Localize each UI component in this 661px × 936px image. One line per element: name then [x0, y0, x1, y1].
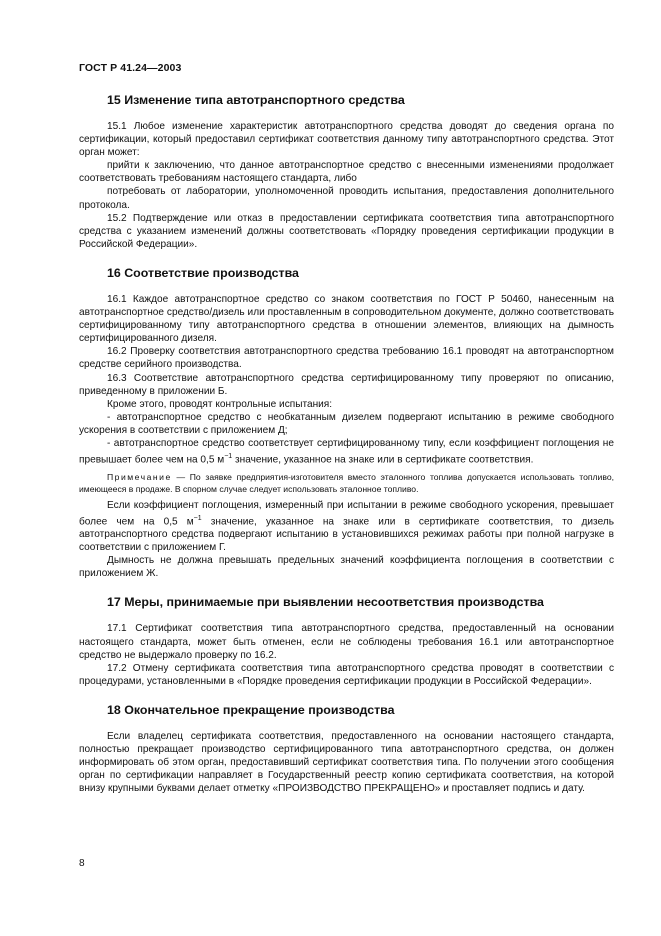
section-16-paragraph: Дымность не должна превышать предельных значений коэффициента поглощения в соответствии с приложением Ж.	[79, 555, 614, 580]
superscript: −1	[193, 514, 202, 522]
section-17-title: 17 Меры, принимаемые при выявлении несоответствия производства	[107, 595, 544, 610]
section-17-paragraph: 17.2 Отмену сертификата соответствия типа автотранспортного средства проводят в соответствии с процедурами, установленными в «Порядке проведения сертификации продукции в Российской Федерации».	[79, 662, 614, 687]
note	[79, 471, 614, 495]
section-15-paragraph: 15.2 Подтверждение или отказ в предоставлении сертификата соответствия типа автотранспортного средства с указанием изменений должны соответствовать «Порядку проведения сертификации продукции в Российской Федерации».	[79, 212, 614, 250]
section-16-paragraph	[79, 437, 614, 467]
section-16-title: 16 Соответствие производства	[107, 265, 299, 280]
superscript: −1	[224, 453, 233, 461]
section-15-paragraph: 15.1 Любое изменение характеристик автотранспортного средства доводят до сведения органа по сертификации, который предоставил сертификат соответствия данному типу автотранспортного средства. Этот орган может:	[79, 121, 614, 159]
text-run: - автотранспортное средство соответствует сертифицированному типу, если коэффициент поглощения не превышает более чем на 0,5 м	[79, 437, 614, 466]
section-16-paragraph: 16.1 Каждое автотранспортное средство со знаком соответствия по ГОСТ Р 50460, нанесенным на автотранспортное средство/дизель или проставленным в сопроводительном документе, должно соответствовать сертифицированному типу автотранспортного средства в отношении элементов, влияющих на дымность сертифицированного дизеля.	[79, 293, 614, 345]
text-run: Если коэффициент поглощения, измеренный при испытании в режиме свободного ускорения, превышает более чем на 0,5 м	[79, 499, 614, 527]
section-16-paragraph: - автотранспортное средство с необкатанным дизелем подвергают испытанию в режиме свободного ускорения в соответствии с приложением Д;	[79, 411, 614, 436]
section-18-title: 18 Окончательное прекращение производства	[107, 702, 395, 717]
section-16-paragraph: 16.2 Проверку соответствия автотранспортного средства требованию 16.1 проводят на автотранспортном средстве серийного производства.	[79, 346, 614, 371]
text-run: значение, указанное на знаке или в сертификате соответствия.	[232, 454, 534, 466]
document-body	[79, 88, 614, 795]
text-run: значение, указанное на знаке или в сертификате соответствия, то дизель автотранспортного средства подвергают испытанию в установившихся режимах работы при полной нагрузке в соответствии с приложением Г.	[79, 515, 615, 554]
section-16-paragraph	[79, 499, 614, 555]
section-15-title: 15 Изменение типа автотранспортного средства	[107, 93, 405, 107]
section-15-paragraph: прийти к заключению, что данное автотранспортное средство с внесенными изменениями продолжает соответствовать требованиям настоящего стандарта, либо	[79, 160, 614, 185]
note-text: — По заявке предприятия-изготовителя вместо эталонного топлива допускается использовать топливо, имеющееся в продаже. В спорном случае следует использовать эталонное топливо.	[79, 471, 614, 494]
section-18-paragraph: Если владелец сертификата соответствия, предоставленного на основании настоящего стандарта, полностью прекращает производство сертифицированного типа автотранспортного средства, он должен информировать об этом орган, предоставивший сертификат соответствия типа. По получении этого сообщения орган по сертификации направляет в Государственный реестр копию сертификата соответствия, на которой внизу крупными буквами делает отметку «ПРОИЗВОДСТВО ПРЕКРАЩЕНО» и проставляет подпись и дату.	[79, 730, 614, 795]
section-17-paragraph: 17.1 Сертификат соответствия типа автотранспортного средства, предоставленный на основании настоящего стандарта, может быть отменен, если не соблюдены требования 16.1 или автотранспортное средство не выдержало проверку по 16.2.	[79, 623, 614, 661]
page-number: 8	[79, 858, 85, 869]
document-header: ГОСТ Р 41.24—2003	[79, 62, 182, 74]
section-15-paragraph: потребовать от лаборатории, уполномоченной проводить испытания, предоставления дополнительного протокола.	[79, 186, 614, 211]
section-16-paragraph: 16.3 Соответствие автотранспортного средства сертифицированному типу проверяют по описанию, приведенному в приложении Б.	[79, 372, 614, 397]
note-label: Примечание	[107, 471, 172, 482]
section-16-paragraph: Кроме этого, проводят контрольные испытания:	[107, 398, 333, 410]
